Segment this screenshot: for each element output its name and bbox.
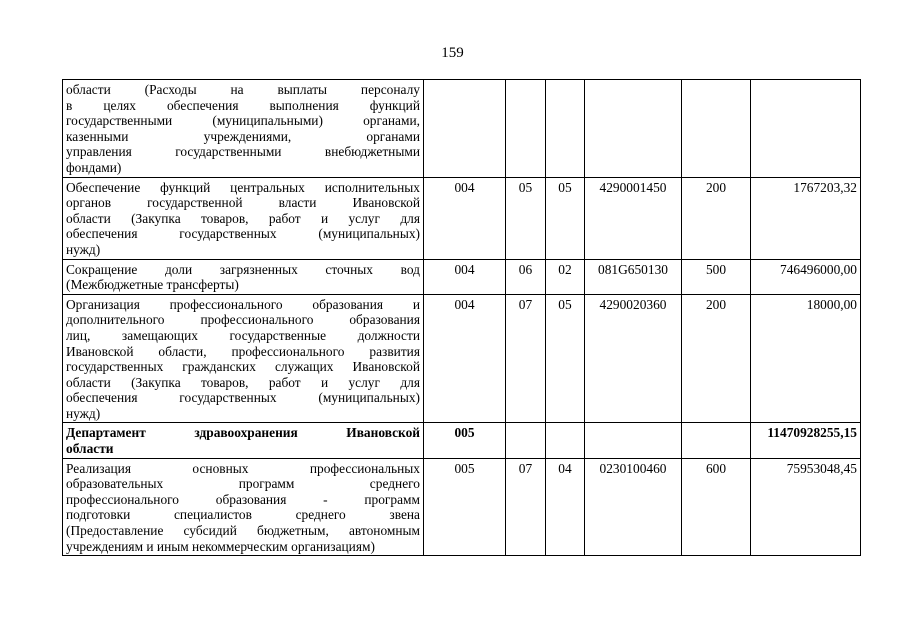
section-code-cell: 07 xyxy=(506,294,546,423)
budget-table-body xyxy=(63,80,861,556)
section-code-cell xyxy=(506,80,546,178)
target-article-cell xyxy=(585,80,682,178)
description-line: Департамент здравоохранения Ивановской xyxy=(66,425,420,441)
description-line: профессионального образования - программ xyxy=(66,491,420,507)
description-line: органов государственной власти Ивановской xyxy=(66,195,420,211)
target-article-cell: 081G650130 xyxy=(585,259,682,294)
subsection-code-cell: 05 xyxy=(546,294,585,423)
description-cell xyxy=(63,294,424,423)
target-article-cell: 4290001450 xyxy=(585,177,682,259)
expense-type-cell: 200 xyxy=(682,177,751,259)
target-article-cell xyxy=(585,423,682,458)
description-cell xyxy=(63,177,424,259)
amount-cell xyxy=(751,80,861,178)
page-number: 159 xyxy=(441,45,464,61)
description-line: области (Закупка товаров, работ и услуг для xyxy=(66,374,420,390)
ministry-code-cell: 005 xyxy=(424,423,506,458)
description-line: государственных гражданских служащих Ивановской xyxy=(66,359,420,375)
expense-type-cell: 200 xyxy=(682,294,751,423)
table-row xyxy=(63,259,861,294)
budget-table xyxy=(62,79,861,556)
amount-cell: 75953048,45 xyxy=(751,458,861,556)
description-line: (Предоставление субсидий бюджетным, автономным xyxy=(66,523,420,539)
ministry-code-cell: 004 xyxy=(424,259,506,294)
description-line: нужд) xyxy=(66,405,101,421)
target-article-cell: 0230100460 xyxy=(585,458,682,556)
description-line: управления государственными внебюджетными xyxy=(66,144,420,160)
amount-cell: 18000,00 xyxy=(751,294,861,423)
description-line: нужд) xyxy=(66,241,101,257)
description-cell xyxy=(63,423,424,458)
subsection-code-cell: 04 xyxy=(546,458,585,556)
table-row xyxy=(63,423,861,458)
expense-type-cell xyxy=(682,423,751,458)
amount-cell: 746496000,00 xyxy=(751,259,861,294)
description-line: в целях обеспечения выполнения функций xyxy=(66,97,420,113)
table-row xyxy=(63,294,861,423)
description-line: Ивановской области, профессионального развития xyxy=(66,343,420,359)
description-line: области xyxy=(66,441,114,457)
description-line: обеспечения государственных (муниципальных) xyxy=(66,226,420,242)
expense-type-cell: 500 xyxy=(682,259,751,294)
description-line: (Межбюджетные трансферты) xyxy=(66,277,239,293)
description-line: государственными (муниципальными) органами, xyxy=(66,113,420,129)
description-line: Обеспечение функций центральных исполнительных xyxy=(66,179,420,195)
amount-cell: 1767203,32 xyxy=(751,177,861,259)
target-article-cell: 4290020360 xyxy=(585,294,682,423)
section-code-cell: 06 xyxy=(506,259,546,294)
description-line: подготовки специалистов среднего звена xyxy=(66,507,420,523)
table-row xyxy=(63,177,861,259)
description-line: учреждениям и иным некоммерческим организациям) xyxy=(66,538,375,554)
amount-cell: 11470928255,15 xyxy=(751,423,861,458)
section-code-cell: 07 xyxy=(506,458,546,556)
table-row xyxy=(63,458,861,556)
description-line: казенными учреждениями, органами xyxy=(66,128,420,144)
ministry-code-cell: 005 xyxy=(424,458,506,556)
subsection-code-cell: 02 xyxy=(546,259,585,294)
ministry-code-cell: 004 xyxy=(424,294,506,423)
description-cell xyxy=(63,458,424,556)
description-cell xyxy=(63,259,424,294)
description-line: обеспечения государственных (муниципальных) xyxy=(66,390,420,406)
description-line: Сокращение доли загрязненных сточных вод xyxy=(66,261,420,277)
subsection-code-cell xyxy=(546,80,585,178)
ministry-code-cell: 004 xyxy=(424,177,506,259)
ministry-code-cell xyxy=(424,80,506,178)
description-line: области (Закупка товаров, работ и услуг для xyxy=(66,210,420,226)
expense-type-cell: 600 xyxy=(682,458,751,556)
description-line: Реализация основных профессиональных xyxy=(66,460,420,476)
description-line: Организация профессионального образования и xyxy=(66,296,420,312)
description-line: фондами) xyxy=(66,159,122,175)
subsection-code-cell: 05 xyxy=(546,177,585,259)
description-line: области (Расходы на выплаты персоналу xyxy=(66,82,420,97)
description-line: дополнительного профессионального образования xyxy=(66,312,420,328)
table-row xyxy=(63,80,861,178)
description-line: лиц, замещающих государственные должности xyxy=(66,327,420,343)
description-line: образовательных программ среднего xyxy=(66,476,420,492)
subsection-code-cell xyxy=(546,423,585,458)
section-code-cell xyxy=(506,423,546,458)
expense-type-cell xyxy=(682,80,751,178)
description-cell xyxy=(63,80,424,178)
section-code-cell: 05 xyxy=(506,177,546,259)
